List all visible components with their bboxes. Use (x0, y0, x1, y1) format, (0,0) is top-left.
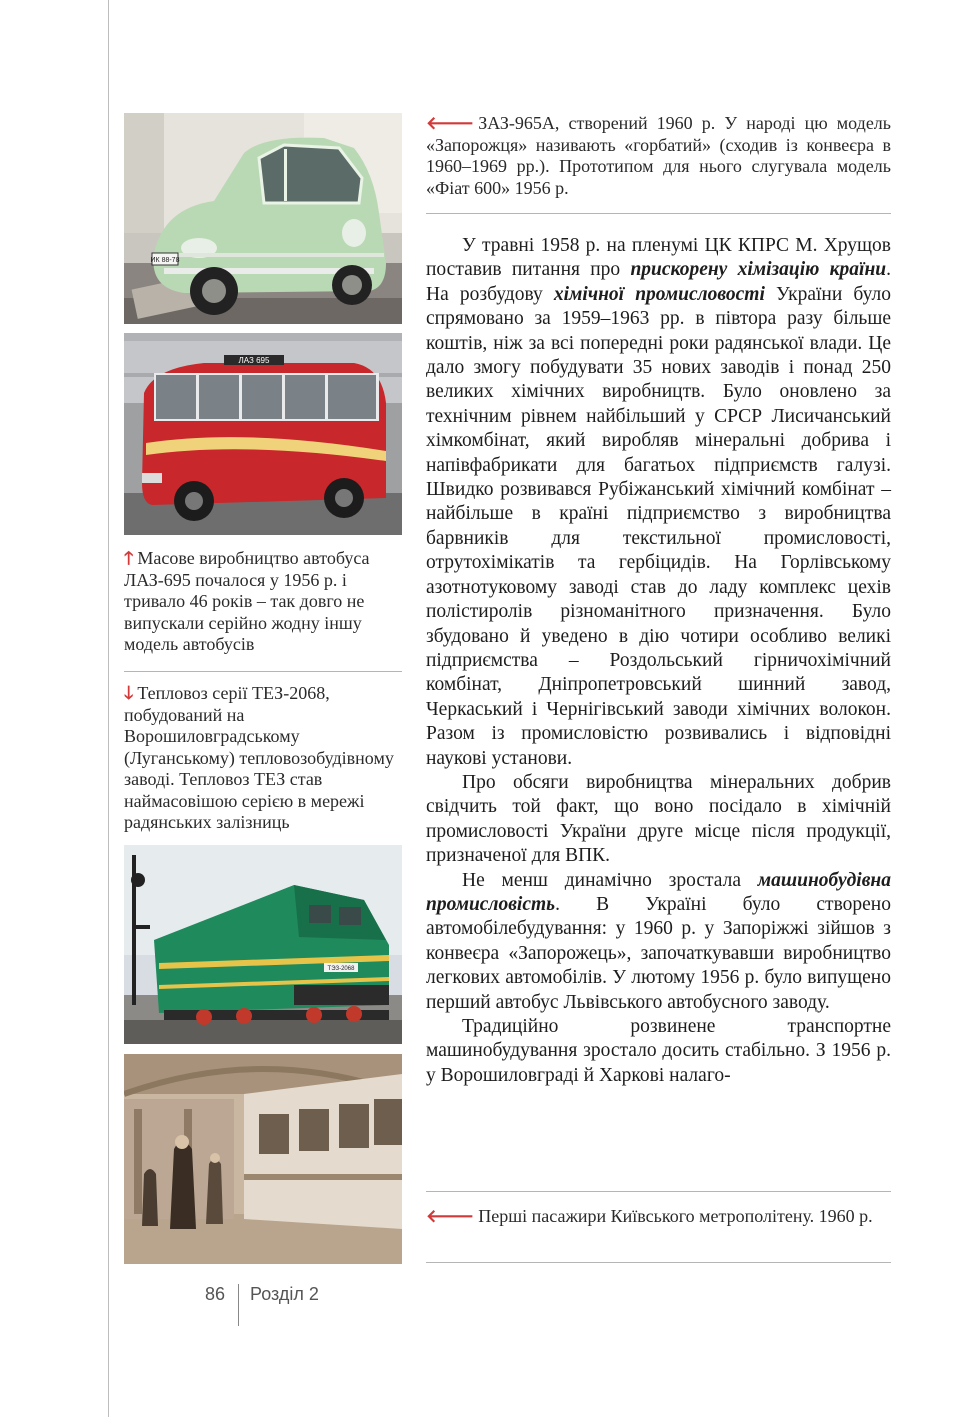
main-text (426, 234, 891, 1088)
divider (426, 213, 891, 214)
zaz-plate-text: ИК 88-78 (150, 257, 180, 264)
arrow-down-icon: 🡓 (124, 683, 134, 704)
paragraph-transport: Традиційно розвинене транспортне машинобудування зростало досить стабільно. З 1956 р. у Ворошиловграді й Харкові налаго- (426, 1016, 891, 1086)
caption-metro (426, 1206, 891, 1228)
photo-zaz-965a (124, 113, 402, 324)
caption-laz-bus (124, 548, 402, 656)
text-run: . В Україні було створено автомобілебудування: у 1960 р. у Запоріжжі зійшов з конвеєра «Запорожець», започаткувавши виробництво легкових автомобілів. У лютому 1956 р. було випущено перший автобус Львівського автобусного заводу. (426, 893, 891, 1013)
folio-divider (238, 1284, 239, 1326)
photo-tez-locomotive (124, 845, 402, 1044)
text-run: Не менш динамічно зростала (462, 869, 758, 891)
paragraph-machine-building (426, 869, 891, 1015)
text-run: . На розбудову (426, 259, 891, 305)
divider (124, 671, 402, 672)
text-run: У травні 1958 р. на пленумі ЦК КПРС М. Хрущов поставив питання про (426, 235, 891, 281)
caption-zaz-text: ЗАЗ-965А, створений 1960 р. У народі цю модель «Запорожця» називають «горбатий» (сходив із конвеєра в 1960–1969 рр.). Прототипом для нього слугувала модель «Фіат 600» 1956 р. (426, 113, 891, 198)
paragraph-chemistry (426, 234, 891, 771)
page-number: 86 (205, 1284, 226, 1304)
section-label: Розділ 2 (250, 1284, 319, 1304)
key-term: прискорену хімізацію країни (630, 259, 887, 281)
tez-plate-text: ТЭЗ-2068 (327, 966, 355, 972)
photo-kyiv-metro (124, 1054, 402, 1264)
caption-laz-text: Масове виробництво автобуса ЛАЗ-695 почалося у 1956 р. і тривало 46 років – так довго не випускали серійно жодну іншу модель автобусів (124, 548, 370, 654)
arrow-up-icon: 🡑 (124, 548, 134, 569)
caption-metro-text: Перші пасажири Київського метрополітену. 1960 р. (478, 1206, 873, 1226)
caption-zaz-car (426, 113, 891, 199)
text-run: України було спрямовано за 1959–1963 рр. в півтора разу більше коштів, ніж за всі попередні роки радянської влади. Це дало змогу побудувати 35 нових заводів і понад 250 великих хімічних виробництв. Було оновлено за технічним рівнем найбільший у СРСР Лисичанський хімкомбінат, який виробляв мінеральні добрива і напівфабрикати для багатьох підприємств галузі. Швидко розвивався Рубіжанський хімічний комбінат – найбільше в країні підприємство з виробництва барвників для текстильної промисловості, отрутохімікатів та гербіцидів. На Горлівському азотнотуковому заводі став до ладу комплекс цехів полістиролів різноманітного призначення. Було збудовано й уведено в дію чотири особливо великі підприємства – Роздольський гірничохімічний комбінат, Дніпропетровський шинний завод, Черкаський і Чернігівський заводи хімічних волокон. Разом із промисловістю розвивались і відповідні наукові установи. (426, 283, 891, 769)
page-margin-rule (108, 0, 109, 1417)
laz-sign-text: ЛАЗ 695 (238, 356, 270, 365)
arrow-left-icon: 🡐 (426, 1206, 475, 1227)
caption-tez-text: Тепловоз серії ТЕЗ-2068, побудований на Ворошиловградському (Луганському) тепловозобудівному заводі. Тепловоз ТЕЗ став наймасовішою серією в мережі радянських залізниць (124, 683, 394, 832)
caption-tez-locomotive (124, 683, 402, 834)
arrow-left-icon: 🡐 (426, 113, 475, 134)
photo-laz-695-bus (124, 333, 402, 535)
divider (426, 1262, 891, 1263)
divider (426, 1191, 891, 1192)
paragraph-fertilizers: Про обсяги виробництва мінеральних добрив свідчить той факт, що воно посідало в хімічній промисловості України друге місце після продукції, призначеної для ВПК. (426, 771, 891, 867)
key-term: машинобудівна промисловість (426, 869, 891, 915)
key-term: хімічної промисловості (553, 283, 765, 305)
